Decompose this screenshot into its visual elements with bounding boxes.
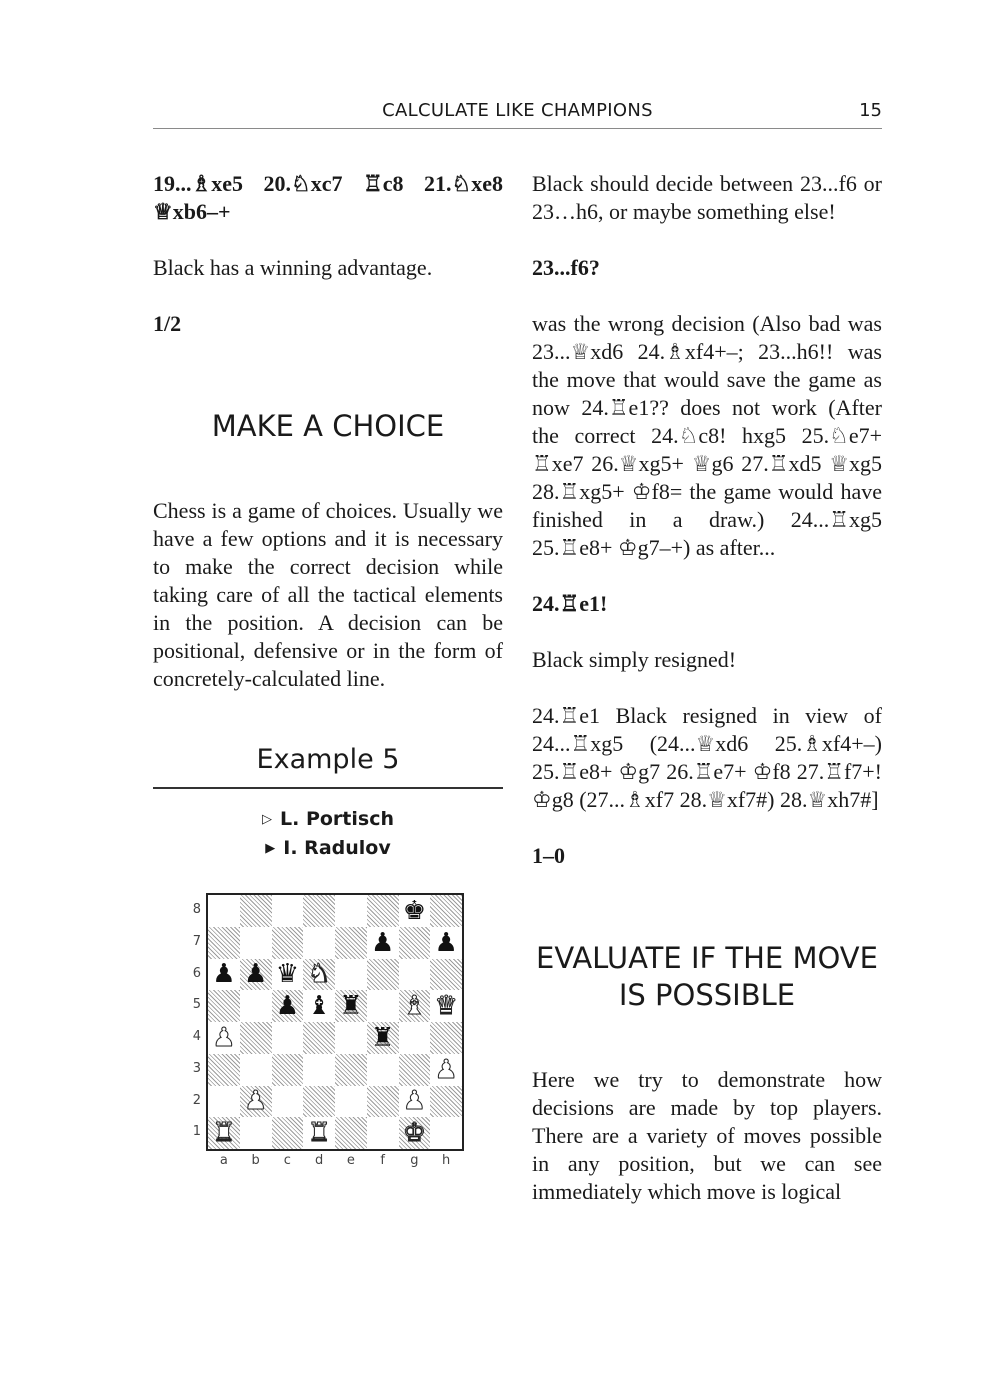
white-player: L. Portisch xyxy=(280,808,394,830)
file-label: a xyxy=(219,1153,228,1168)
square-e1 xyxy=(335,1117,367,1149)
square-b4 xyxy=(240,1022,272,1054)
rank-label: 3 xyxy=(192,1060,201,1076)
file-label: b xyxy=(251,1153,260,1168)
paragraph: Chess is a game of choices. Usually we have a few options and it is necessary to make the correct decision while taking care of all the tactical elements in the position. A decision can be positional, defensive or in the form of concretely-calculated line. xyxy=(153,498,503,691)
square-h6 xyxy=(430,959,462,991)
square-c6 xyxy=(272,959,304,991)
square-d2 xyxy=(303,1086,335,1118)
square-b3 xyxy=(240,1054,272,1086)
square-g2 xyxy=(399,1086,431,1118)
square-c4 xyxy=(272,1022,304,1054)
square-a6 xyxy=(208,959,240,991)
result-line: 1/2 xyxy=(153,311,182,336)
file-label: c xyxy=(283,1153,291,1168)
square-b8 xyxy=(240,895,272,927)
square-e5 xyxy=(335,990,367,1022)
square-g7 xyxy=(399,927,431,959)
square-h8 xyxy=(430,895,462,927)
square-a4 xyxy=(208,1022,240,1054)
square-a8 xyxy=(208,895,240,927)
move-line: 24.♖e1! xyxy=(532,591,608,616)
square-h4 xyxy=(430,1022,462,1054)
square-g6 xyxy=(399,959,431,991)
chess-board xyxy=(206,893,464,1151)
paragraph: was the wrong decision (Also bad was 23...♕xd6 24.♗xf4+–; 23...h6!! was the move that would save the game as now 24.♖e1?? does not work (After the correct 24.♘c8! hxg5 25.♘e7+ ♖xe7 26.♕xg5+ ♕g6 27.♖xd5 ♕xg5 28.♖xg5+ ♔f8= the game would have finished in a draw.) 24...♖xg5 25.♖e8+ ♔g7–+) as after... xyxy=(532,311,882,560)
square-d3 xyxy=(303,1054,335,1086)
rank-label: 6 xyxy=(192,965,201,981)
square-f2 xyxy=(367,1086,399,1118)
file-labels xyxy=(208,1153,462,1168)
square-f8 xyxy=(367,895,399,927)
white-rook-icon: ♜ xyxy=(307,1118,331,1149)
square-f5 xyxy=(367,990,399,1022)
black-player: I. Radulov xyxy=(283,837,391,859)
square-g3 xyxy=(399,1054,431,1086)
section-heading-make-a-choice: MAKE A CHOICE xyxy=(211,409,445,443)
square-a5 xyxy=(208,990,240,1022)
square-e8 xyxy=(335,895,367,927)
file-label: f xyxy=(380,1153,385,1168)
rank-label: 7 xyxy=(192,933,201,949)
square-g1 xyxy=(399,1117,431,1149)
square-e2 xyxy=(335,1086,367,1118)
square-f3 xyxy=(367,1054,399,1086)
square-h2 xyxy=(430,1086,462,1118)
white-pawn-icon: ♟ xyxy=(212,1022,236,1053)
square-b7 xyxy=(240,927,272,959)
square-a7 xyxy=(208,927,240,959)
square-c2 xyxy=(272,1086,304,1118)
white-queen-icon: ♛ xyxy=(434,991,458,1022)
square-f1 xyxy=(367,1117,399,1149)
square-a1 xyxy=(208,1117,240,1149)
square-g4 xyxy=(399,1022,431,1054)
white-pawn-icon: ♟ xyxy=(402,1086,427,1117)
square-f7 xyxy=(367,927,399,959)
page-number: 15 xyxy=(859,100,882,121)
white-rook-icon: ♜ xyxy=(212,1118,236,1149)
square-d7 xyxy=(303,927,335,959)
white-king-icon: ♚ xyxy=(402,1118,427,1149)
white-knight-icon: ♞ xyxy=(307,959,331,990)
square-d5 xyxy=(303,990,335,1022)
file-label: d xyxy=(314,1153,324,1168)
move-line: 23...f6? xyxy=(532,255,600,280)
square-c5 xyxy=(272,990,304,1022)
rank-label: 4 xyxy=(192,1029,201,1044)
paragraph: 24.♖e1 Black resigned in view of 24...♖xg5 (24...♕xd6 25.♗xf4+–) 25.♖e8+ ♔g7 26.♖e7+ ♔f8 27.♖f7+! ♔g8 (27...♗xf7 28.♕xf7#) 28.♕xh7#] xyxy=(532,703,882,812)
square-e6 xyxy=(335,959,367,991)
square-b1 xyxy=(240,1117,272,1149)
running-title: CALCULATE LIKE CHAMPIONS xyxy=(382,100,653,121)
black-pawn-icon: ♟ xyxy=(370,927,395,958)
running-header xyxy=(153,100,882,129)
example-title: Example 5 xyxy=(256,744,400,775)
square-b2 xyxy=(240,1086,272,1118)
square-g5 xyxy=(399,990,431,1022)
left-column xyxy=(153,170,503,1183)
square-d6 xyxy=(303,959,335,991)
square-a3 xyxy=(208,1054,240,1086)
rank-label: 1 xyxy=(192,1124,201,1140)
square-d4 xyxy=(303,1022,335,1054)
white-to-move-icon: ▷ xyxy=(262,812,272,827)
square-b5 xyxy=(240,990,272,1022)
file-label: h xyxy=(442,1153,451,1168)
square-c1 xyxy=(272,1117,304,1149)
black-king-icon: ♚ xyxy=(402,895,427,926)
square-d8 xyxy=(303,895,335,927)
square-c8 xyxy=(272,895,304,927)
black-bishop-icon: ♝ xyxy=(307,991,331,1022)
paragraph: Black should decide between 23...f6 or 23…h6, or maybe something else! xyxy=(532,171,882,224)
paragraph: Black has a winning advantage. xyxy=(153,255,433,280)
paragraph: Here we try to demonstrate how decisions are made by top players. There are a variety of moves possible in any position, but we can see immediately which move is logical xyxy=(532,1067,882,1204)
players xyxy=(153,805,503,863)
black-pawn-icon: ♟ xyxy=(434,927,458,958)
square-f4 xyxy=(367,1022,399,1054)
example-rule xyxy=(153,787,503,789)
square-h1 xyxy=(430,1117,462,1149)
white-bishop-icon: ♝ xyxy=(402,991,427,1022)
square-b6 xyxy=(240,959,272,991)
white-pawn-icon: ♟ xyxy=(243,1086,268,1117)
black-pawn-icon: ♟ xyxy=(212,959,236,990)
square-a2 xyxy=(208,1086,240,1118)
black-to-move-icon: ▶ xyxy=(265,841,276,856)
black-pawn-icon: ♟ xyxy=(243,959,268,990)
black-rook-icon: ♜ xyxy=(370,1022,395,1053)
square-c3 xyxy=(272,1054,304,1086)
section-heading-evaluate: EVALUATE IF THE MOVE IS POSSIBLE xyxy=(536,941,878,1012)
result-line: 1–0 xyxy=(532,843,565,868)
square-e4 xyxy=(335,1022,367,1054)
square-h5 xyxy=(430,990,462,1022)
file-label: g xyxy=(410,1153,419,1168)
paragraph: Black simply resigned! xyxy=(532,647,737,672)
rank-label: 5 xyxy=(192,997,201,1013)
rank-label: 2 xyxy=(192,1092,201,1108)
chess-diagram xyxy=(187,893,487,1183)
square-c7 xyxy=(272,927,304,959)
square-d1 xyxy=(303,1117,335,1149)
square-e3 xyxy=(335,1054,367,1086)
black-pawn-icon: ♟ xyxy=(275,991,300,1022)
file-label: e xyxy=(346,1153,355,1168)
white-player-line xyxy=(153,805,503,834)
square-f6 xyxy=(367,959,399,991)
square-e7 xyxy=(335,927,367,959)
right-column xyxy=(532,170,882,1206)
black-rook-icon: ♜ xyxy=(339,991,363,1022)
square-h3 xyxy=(430,1054,462,1086)
square-h7 xyxy=(430,927,462,959)
move-line: 19...♗xe5 20.♘xc7 ♖c8 21.♘xe8 ♕xb6–+ xyxy=(153,171,503,224)
white-pawn-icon: ♟ xyxy=(434,1054,458,1085)
black-player-line xyxy=(153,834,503,863)
square-g8 xyxy=(399,895,431,927)
rank-label: 8 xyxy=(192,902,201,917)
black-queen-icon: ♛ xyxy=(275,959,300,990)
